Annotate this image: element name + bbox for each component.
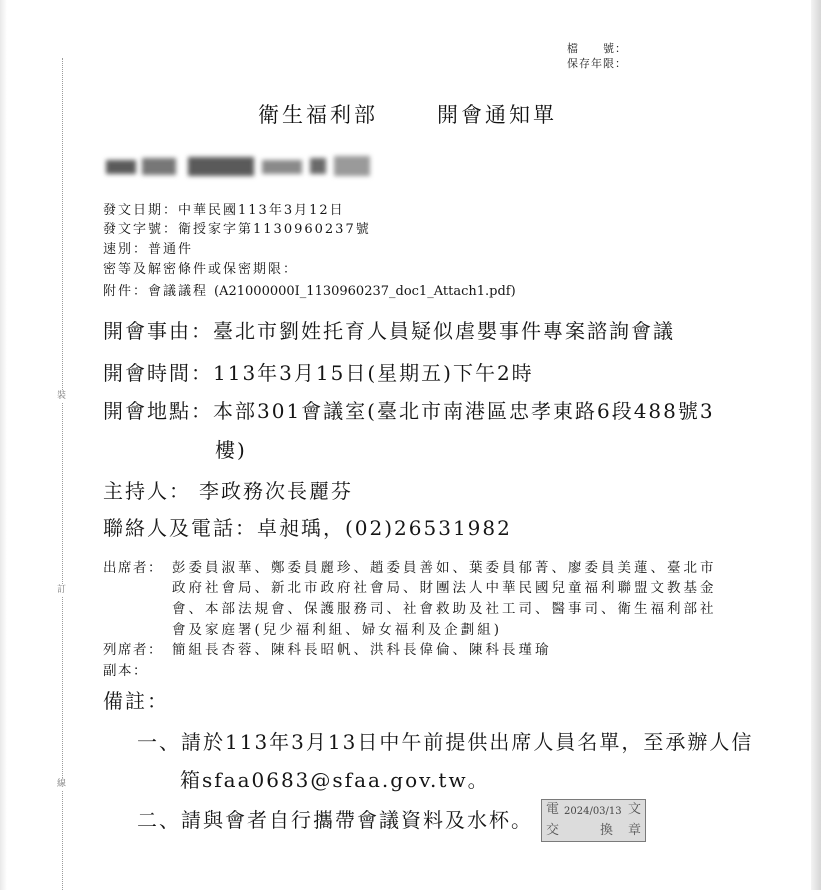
meeting-time-value: 113年3月15日(星期五)下午2時 [213,361,534,385]
reference-number-value: 衛授家字第1130960237號 [178,222,371,237]
stamp-char: 章 [627,823,641,838]
reference-number-label: 發文字號： [103,222,179,237]
reference-number-row [103,220,371,240]
attendees-label: 出席者： [103,560,163,576]
binding-mark-xian: 線 [57,779,67,789]
meeting-location-value-line1: 本部301會議室(臺北市南港區忠孝東路6段488號3 [213,399,715,423]
meeting-location-label: 開會地點： [103,399,213,423]
meeting-subject-label: 開會事由： [103,319,213,343]
attachment-row [103,282,516,302]
note-item-2 [137,807,533,833]
meeting-location-row [103,398,715,424]
observers-value: 簡組長杏蓉、陳科長昭帆、洪科長偉倫、陳科長瑾瑜 [172,642,552,658]
stamp-char: 電 [546,802,560,817]
attendees-line: 彭委員淑華、鄭委員麗珍、趙委員善如、葉委員郁菁、廖委員美蓮、臺北市 [172,560,717,576]
note-item-text: 請與會者自行攜帶會議資料及水杯。 [181,808,533,832]
secrecy-row [103,260,298,280]
file-number-label: 檔 號： [567,42,627,55]
meeting-time-label: 開會時間： [103,361,213,385]
speed-row [103,240,193,260]
page-edge-left [0,0,7,890]
observers-label: 列席者： [103,642,163,658]
binding-dotted-line [62,58,63,890]
binding-mark-ding: 訂 [57,585,67,595]
attachment-value: 會議議程 [148,284,209,299]
cc-label: 副本： [103,663,148,679]
speed-label: 速別： [103,242,149,257]
note-item-number: 一、 [137,730,181,754]
meeting-host-value: 李政務次長麗芬 [199,479,353,503]
contact-value: 卓昶瑀，(02)26531982 [257,516,512,540]
binding-mark-zhuang: 裝 [57,391,67,401]
attachment-label: 附件： [103,284,149,299]
speed-value: 普通件 [148,242,194,257]
note-item-text-continued: 箱sfaa0683@sfaa.gov.tw。 [180,768,490,792]
attendees-line: 會、本部法規會、保護服務司、社會救助及社工司、醫事司、衛生福利部社 [172,601,717,617]
meeting-subject-value: 臺北市劉姓托育人員疑似虐嬰事件專案諮詢會議 [213,319,675,343]
meeting-location-value-line2: 樓) [215,438,247,462]
secrecy-label: 密等及解密條件或保密期限： [103,262,299,277]
stamp-date: 2024/03/13 [564,806,622,817]
page-edge-right [811,0,821,890]
issue-date-label: 發文日期： [103,203,179,218]
title-form-name: 開會通知單 [437,103,557,127]
note-item-text: 請於113年3月13日中午前提供出席人員名單，至承辦人信 [181,730,754,754]
meeting-host-label: 主持人： [103,479,191,503]
title-agency: 衛生福利部 [258,103,378,127]
stamp-char: 換 [600,823,614,838]
meeting-subject-row [103,318,675,344]
stamp-char: 交 [546,823,560,838]
retention-label: 保存年限： [567,57,627,70]
issue-date-row [103,201,345,221]
note-item-number: 二、 [137,808,181,832]
note-item-1 [137,729,753,755]
issue-date-value: 中華民國113年3月12日 [178,203,345,218]
contact-label: 聯絡人及電話： [103,516,257,540]
attendees-line: 政府社會局、新北市政府社會局、財團法人中華民國兒童福利聯盟文教基金 [172,580,717,596]
notes-label: 備註： [103,689,169,713]
electronic-exchange-stamp [541,799,646,842]
meeting-time-row [103,360,534,386]
meeting-host-row [103,478,353,504]
attendees-line: 會及家庭署(兒少福利組、婦女福利及企劃組) [172,622,503,638]
contact-row [103,515,512,541]
attachment-file-name: (A21000000I_1130960237_doc1_Attach1.pdf) [214,284,516,299]
stamp-char: 文 [627,802,641,817]
